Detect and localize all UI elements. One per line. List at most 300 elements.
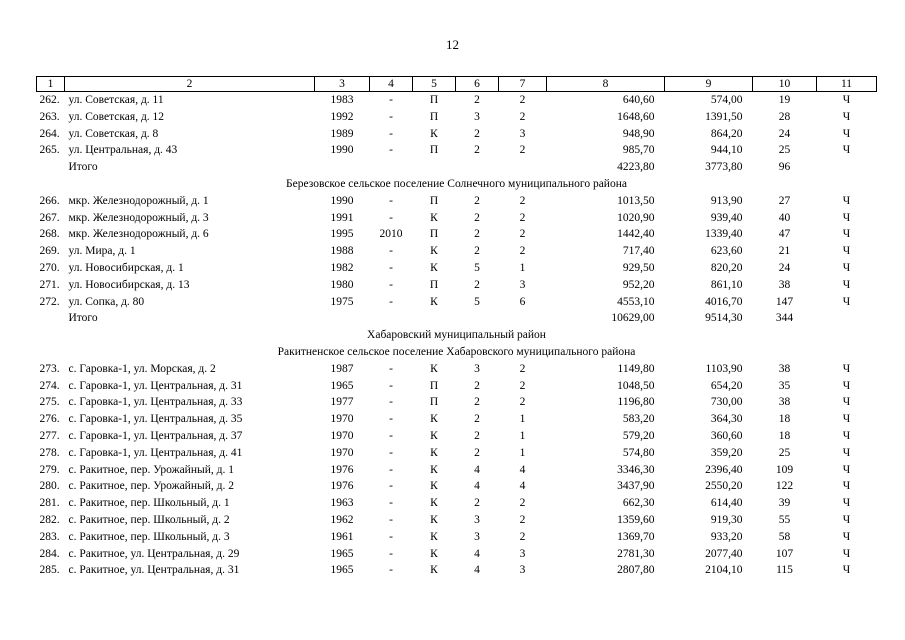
entrances-cell: 2	[519, 396, 526, 409]
total-area-cell: 1369,70	[617, 530, 655, 543]
year-built-cell: 1987	[330, 362, 354, 375]
address-cell: ул. Советская, д. 11	[68, 94, 164, 106]
ownership-cell: Ч	[842, 379, 851, 392]
address-cell: мкр. Железнодорожный, д. 1	[68, 194, 209, 207]
entrances-cell: 2	[519, 245, 526, 258]
section-heading-row	[37, 176, 877, 193]
year-built-cell: 1961	[330, 530, 354, 543]
residents-cell: 19	[778, 94, 791, 106]
section-heading: Березовское сельское поселение Солнечного муниципального района	[286, 177, 627, 190]
total-area-cell: 717,40	[622, 245, 655, 258]
wall-material-cell: К	[430, 295, 438, 308]
year-built-cell: 1982	[330, 261, 354, 274]
wall-material-cell: П	[429, 194, 439, 207]
ownership-cell: Ч	[842, 413, 851, 426]
residents-cell: 39	[778, 497, 791, 510]
total-area-cell: 1020,90	[617, 211, 655, 224]
row-number: 278.	[39, 446, 60, 459]
total-area-cell: 574,80	[622, 446, 655, 459]
empty-cell	[315, 310, 370, 327]
floors-cell: 3	[474, 362, 480, 375]
floors-cell: 2	[474, 228, 480, 241]
column-header: 9	[665, 77, 753, 92]
living-area-cell: 1391,50	[705, 110, 743, 123]
floors-cell: 2	[474, 127, 480, 140]
entrances-cell: 1	[519, 429, 526, 442]
entrances-cell: 2	[519, 110, 526, 123]
page-number: 12	[446, 37, 459, 52]
address-cell: с. Ракитное, пер. Школьный, д. 1	[68, 497, 230, 510]
empty-cell	[370, 310, 413, 327]
wall-material-cell: К	[430, 413, 438, 426]
year-built-cell: 1995	[330, 228, 354, 241]
row-number: 275.	[39, 396, 60, 409]
living-area-cell: 364,30	[710, 413, 743, 426]
entrances-cell: 2	[519, 530, 526, 543]
row-number: 271.	[39, 278, 60, 291]
address-cell: с. Ракитное, пер. Урожайный, д. 2	[68, 480, 234, 493]
address-cell: с. Гаровка-1, ул. Центральная, д. 37	[68, 429, 243, 442]
year-renovated-cell: -	[389, 261, 393, 274]
address-cell: ул. Новосибирская, д. 13	[68, 278, 190, 291]
wall-material-cell: К	[430, 362, 438, 375]
year-built-cell: 1975	[330, 295, 354, 308]
address-cell: с. Ракитное, ул. Центральная, д. 29	[68, 547, 240, 560]
living-area-cell: 913,90	[710, 194, 743, 207]
year-built-cell: 1991	[330, 211, 354, 224]
living-area-cell: 1103,90	[705, 362, 743, 375]
column-header: 6	[456, 77, 499, 92]
ownership-cell: Ч	[842, 564, 851, 577]
living-area-cell: 2396,40	[705, 463, 743, 476]
wall-material-cell: П	[429, 228, 439, 241]
wall-material-cell: П	[429, 396, 439, 409]
year-renovated-cell: -	[389, 110, 393, 123]
entrances-cell: 2	[519, 194, 526, 207]
empty-cell	[315, 159, 370, 176]
year-built-cell: 1988	[330, 245, 354, 258]
ownership-cell: Ч	[842, 295, 851, 308]
table-row	[37, 361, 877, 378]
living-area-cell: 359,20	[710, 446, 743, 459]
total-area-cell: 2781,30	[617, 547, 655, 560]
row-number: 262.	[39, 94, 60, 106]
living-area-cell: 939,40	[710, 211, 743, 224]
address-cell: с. Ракитное, пер. Урожайный, д. 1	[68, 463, 234, 476]
residents-cell: 28	[778, 110, 791, 123]
address-cell: ул. Новосибирская, д. 1	[68, 261, 184, 274]
address-cell: с. Гаровка-1, ул. Центральная, д. 31	[68, 379, 243, 392]
wall-material-cell: П	[429, 94, 439, 106]
row-number: 280.	[39, 480, 60, 493]
floors-cell: 2	[474, 497, 480, 510]
floors-cell: 3	[474, 513, 480, 526]
year-renovated-cell: -	[389, 396, 393, 409]
entrances-cell: 3	[519, 547, 526, 560]
wall-material-cell: П	[429, 144, 439, 157]
table-row	[37, 126, 877, 143]
address-cell: ул. Мира, д. 1	[68, 245, 136, 258]
wall-material-cell: П	[429, 379, 439, 392]
floors-cell: 2	[474, 94, 480, 106]
year-renovated-cell: -	[389, 446, 393, 459]
year-built-cell: 1992	[330, 110, 354, 123]
empty-cell	[37, 310, 65, 327]
address-cell: с. Ракитное, ул. Центральная, д. 31	[68, 564, 240, 577]
table-row	[37, 546, 877, 563]
living-area-cell: 820,20	[710, 261, 743, 274]
living-area-cell: 730,00	[710, 396, 743, 409]
total-area-cell: 579,20	[622, 429, 655, 442]
empty-cell	[37, 159, 65, 176]
year-renovated-cell: -	[389, 379, 393, 392]
total-area-cell: 3437,90	[617, 480, 655, 493]
living-area-sum: 9514,30	[705, 312, 743, 325]
living-area-cell: 944,10	[710, 144, 743, 157]
residents-cell: 115	[776, 564, 793, 577]
total-area-cell: 985,70	[622, 144, 655, 157]
table-row	[37, 193, 877, 210]
row-number: 270.	[39, 261, 60, 274]
total-area-cell: 1196,80	[617, 396, 655, 409]
total-area-cell: 2807,80	[617, 564, 655, 577]
residents-cell: 58	[778, 530, 791, 543]
wall-material-cell: К	[430, 463, 438, 476]
entrances-cell: 3	[519, 564, 526, 577]
living-area-cell: 919,30	[710, 513, 743, 526]
empty-cell	[499, 310, 547, 327]
column-header: 11	[817, 77, 877, 92]
entrances-cell: 4	[519, 463, 526, 476]
empty-cell	[456, 310, 499, 327]
floors-cell: 5	[474, 295, 480, 308]
floors-cell: 4	[474, 463, 480, 476]
entrances-cell: 2	[519, 144, 526, 157]
living-area-cell: 654,20	[710, 379, 743, 392]
residents-cell: 27	[778, 194, 791, 207]
year-built-cell: 1965	[330, 379, 354, 392]
total-area-cell: 929,50	[622, 261, 655, 274]
table-row	[37, 378, 877, 395]
wall-material-cell: К	[430, 261, 438, 274]
ownership-cell: Ч	[842, 530, 851, 543]
year-renovated-cell: -	[389, 94, 393, 106]
total-area-cell: 948,90	[622, 127, 655, 140]
floors-cell: 2	[474, 194, 480, 207]
column-header: 5	[413, 77, 456, 92]
residents-cell: 35	[778, 379, 791, 392]
living-area-cell: 2104,10	[705, 564, 743, 577]
ownership-cell: Ч	[842, 278, 851, 291]
total-area-cell: 952,20	[622, 278, 655, 291]
entrances-cell: 2	[519, 497, 526, 510]
table-row	[37, 512, 877, 529]
table-row	[37, 210, 877, 227]
residents-cell: 47	[778, 228, 791, 241]
address-cell: мкр. Железнодорожный, д. 3	[68, 211, 209, 224]
living-area-cell: 574,00	[710, 94, 743, 106]
year-built-cell: 1963	[330, 497, 354, 510]
address-cell: с. Ракитное, пер. Школьный, д. 2	[68, 513, 230, 526]
section-heading: Хабаровский муниципальный район	[367, 329, 546, 342]
wall-material-cell: К	[430, 513, 438, 526]
year-built-cell: 1976	[330, 480, 354, 493]
total-area-cell: 1442,40	[617, 228, 655, 241]
table-row	[37, 260, 877, 277]
year-renovated-cell: -	[389, 564, 393, 577]
address-cell: с. Ракитное, пер. Школьный, д. 3	[68, 530, 230, 543]
year-built-cell: 1990	[330, 144, 354, 157]
table-row	[37, 109, 877, 126]
year-renovated-cell: -	[389, 463, 393, 476]
total-area-cell: 4553,10	[617, 295, 655, 308]
floors-cell: 2	[474, 379, 480, 392]
empty-cell	[817, 159, 877, 176]
ownership-cell: Ч	[842, 94, 851, 106]
ownership-cell: Ч	[842, 110, 851, 123]
table-row	[37, 445, 877, 462]
residents-cell: 38	[778, 278, 791, 291]
floors-cell: 4	[474, 564, 480, 577]
wall-material-cell: К	[430, 480, 438, 493]
ownership-cell: Ч	[842, 245, 851, 258]
year-renovated-cell: -	[389, 211, 393, 224]
row-number: 273.	[39, 362, 60, 375]
year-built-cell: 1990	[330, 194, 354, 207]
address-cell: ул. Советская, д. 8	[68, 127, 159, 140]
living-area-cell: 2550,20	[705, 480, 743, 493]
living-area-cell: 623,60	[710, 245, 743, 258]
ownership-cell: Ч	[842, 446, 851, 459]
table-row	[37, 428, 877, 445]
total-area-cell: 1013,50	[617, 194, 655, 207]
row-number: 277.	[39, 429, 60, 442]
year-built-cell: 1980	[330, 278, 354, 291]
residents-cell: 25	[778, 144, 791, 157]
residents-sum: 344	[775, 312, 794, 325]
entrances-cell: 2	[519, 94, 526, 106]
row-number: 285.	[39, 564, 60, 577]
row-number: 264.	[39, 127, 60, 140]
ownership-cell: Ч	[842, 429, 851, 442]
section-heading: Ракитненское сельское поселение Хабаровского муниципального района	[277, 345, 636, 358]
table-row	[37, 142, 877, 159]
row-number: 272.	[39, 295, 60, 308]
column-header: 1	[37, 77, 65, 92]
row-number: 266.	[39, 194, 60, 207]
residents-cell: 38	[778, 396, 791, 409]
table-row	[37, 277, 877, 294]
entrances-cell: 2	[519, 362, 526, 375]
residents-cell: 21	[778, 245, 791, 258]
wall-material-cell: К	[430, 530, 438, 543]
wall-material-cell: П	[429, 278, 439, 291]
living-area-cell: 861,10	[710, 278, 743, 291]
table-row	[37, 394, 877, 411]
empty-cell	[817, 310, 877, 327]
row-number: 263.	[39, 110, 60, 123]
total-area-cell: 1359,60	[617, 513, 655, 526]
table-row	[37, 92, 877, 109]
entrances-cell: 2	[519, 379, 526, 392]
wall-material-cell: П	[429, 110, 439, 123]
row-number: 283.	[39, 530, 60, 543]
living-area-sum: 3773,80	[705, 161, 743, 174]
row-number: 267.	[39, 211, 60, 224]
row-number: 282.	[39, 513, 60, 526]
year-built-cell: 1976	[330, 463, 354, 476]
floors-cell: 4	[474, 547, 480, 560]
ownership-cell: Ч	[842, 547, 851, 560]
living-area-cell: 614,40	[710, 497, 743, 510]
total-area-cell: 1048,50	[617, 379, 655, 392]
table-row	[37, 243, 877, 260]
row-number: 268.	[39, 228, 60, 241]
table-row	[37, 562, 877, 579]
year-renovated-cell: -	[389, 194, 393, 207]
residents-cell: 55	[778, 513, 791, 526]
row-number: 281.	[39, 497, 60, 510]
column-header: 10	[753, 77, 817, 92]
living-area-cell: 1339,40	[705, 228, 743, 241]
ownership-cell: Ч	[842, 497, 851, 510]
residents-cell: 122	[775, 480, 794, 493]
entrances-cell: 6	[519, 295, 526, 308]
floors-cell: 2	[474, 211, 480, 224]
year-built-cell: 1970	[330, 413, 354, 426]
wall-material-cell: К	[430, 446, 438, 459]
wall-material-cell: К	[430, 429, 438, 442]
wall-material-cell: К	[430, 127, 438, 140]
year-built-cell: 1965	[330, 547, 354, 560]
entrances-cell: 1	[519, 413, 526, 426]
entrances-cell: 4	[519, 480, 526, 493]
wall-material-cell: К	[430, 245, 438, 258]
housing-register-table	[36, 76, 877, 579]
total-area-sum: 4223,80	[617, 161, 655, 174]
ownership-cell: Ч	[842, 144, 851, 157]
row-number: 265.	[39, 144, 60, 157]
table-row	[37, 226, 877, 243]
total-area-cell: 3346,30	[617, 463, 655, 476]
entrances-cell: 2	[519, 228, 526, 241]
year-renovated-cell: -	[389, 144, 393, 157]
year-built-cell: 1965	[330, 564, 354, 577]
floors-cell: 2	[474, 144, 480, 157]
total-area-sum: 10629,00	[611, 312, 655, 325]
ownership-cell: Ч	[842, 362, 851, 375]
floors-cell: 5	[474, 261, 480, 274]
address-cell: ул. Центральная, д. 43	[68, 144, 178, 157]
floors-cell: 4	[474, 480, 480, 493]
residents-cell: 38	[778, 362, 791, 375]
living-area-cell: 4016,70	[705, 295, 743, 308]
total-area-cell: 1648,60	[617, 110, 655, 123]
column-header: 7	[499, 77, 547, 92]
year-built-cell: 1970	[330, 429, 354, 442]
floors-cell: 3	[474, 110, 480, 123]
year-renovated-cell: -	[389, 278, 393, 291]
year-built-cell: 1977	[330, 396, 354, 409]
section-heading-row	[37, 344, 877, 361]
entrances-cell: 3	[519, 278, 526, 291]
empty-cell	[499, 159, 547, 176]
year-renovated-cell: -	[389, 429, 393, 442]
year-built-cell: 1989	[330, 127, 354, 140]
entrances-cell: 1	[519, 261, 526, 274]
wall-material-cell: К	[430, 564, 438, 577]
row-number: 276.	[39, 413, 60, 426]
wall-material-cell: К	[430, 497, 438, 510]
table-row	[37, 462, 877, 479]
floors-cell: 3	[474, 530, 480, 543]
row-number: 269.	[39, 245, 60, 258]
entrances-cell: 2	[519, 513, 526, 526]
ownership-cell: Ч	[842, 463, 851, 476]
address-cell: с. Гаровка-1, ул. Центральная, д. 41	[68, 446, 243, 459]
year-renovated-cell: -	[389, 362, 393, 375]
empty-cell	[413, 159, 456, 176]
subtotal-row	[37, 159, 877, 176]
year-built-cell: 1983	[330, 94, 354, 106]
year-renovated-cell: -	[389, 530, 393, 543]
empty-cell	[413, 310, 456, 327]
column-header: 4	[370, 77, 413, 92]
empty-cell	[456, 159, 499, 176]
table-row	[37, 294, 877, 311]
living-area-cell: 864,20	[710, 127, 743, 140]
row-number: 279.	[39, 463, 60, 476]
year-renovated-cell: -	[389, 295, 393, 308]
ownership-cell: Ч	[842, 211, 851, 224]
address-cell: ул. Сопка, д. 80	[68, 295, 145, 308]
ownership-cell: Ч	[842, 513, 851, 526]
year-renovated-cell: -	[389, 127, 393, 140]
residents-cell: 40	[778, 211, 791, 224]
entrances-cell: 2	[519, 211, 526, 224]
entrances-cell: 3	[519, 127, 526, 140]
floors-cell: 2	[474, 245, 480, 258]
total-label: Итого	[68, 312, 98, 325]
table-row	[37, 411, 877, 428]
floors-cell: 2	[474, 396, 480, 409]
ownership-cell: Ч	[842, 480, 851, 493]
wall-material-cell: К	[430, 547, 438, 560]
section-heading-row	[37, 327, 877, 344]
address-cell: с. Гаровка-1, ул. Морская, д. 2	[68, 362, 216, 375]
ownership-cell: Ч	[842, 194, 851, 207]
residents-cell: 24	[778, 261, 791, 274]
address-cell: с. Гаровка-1, ул. Центральная, д. 35	[68, 413, 243, 426]
year-renovated-cell: 2010	[379, 228, 403, 241]
year-renovated-cell: -	[389, 513, 393, 526]
address-cell: мкр. Железнодорожный, д. 6	[68, 228, 209, 241]
ownership-cell: Ч	[842, 396, 851, 409]
column-header: 8	[547, 77, 665, 92]
floors-cell: 2	[474, 429, 480, 442]
total-label: Итого	[68, 161, 98, 174]
living-area-cell: 360,60	[710, 429, 743, 442]
column-number-header-row	[37, 77, 877, 92]
year-renovated-cell: -	[389, 480, 393, 493]
address-cell: ул. Советская, д. 12	[68, 110, 165, 123]
floors-cell: 2	[474, 278, 480, 291]
address-cell: с. Гаровка-1, ул. Центральная, д. 33	[68, 396, 243, 409]
total-area-cell: 662,30	[622, 497, 655, 510]
residents-sum: 96	[778, 161, 791, 174]
residents-cell: 18	[778, 413, 791, 426]
year-renovated-cell: -	[389, 413, 393, 426]
